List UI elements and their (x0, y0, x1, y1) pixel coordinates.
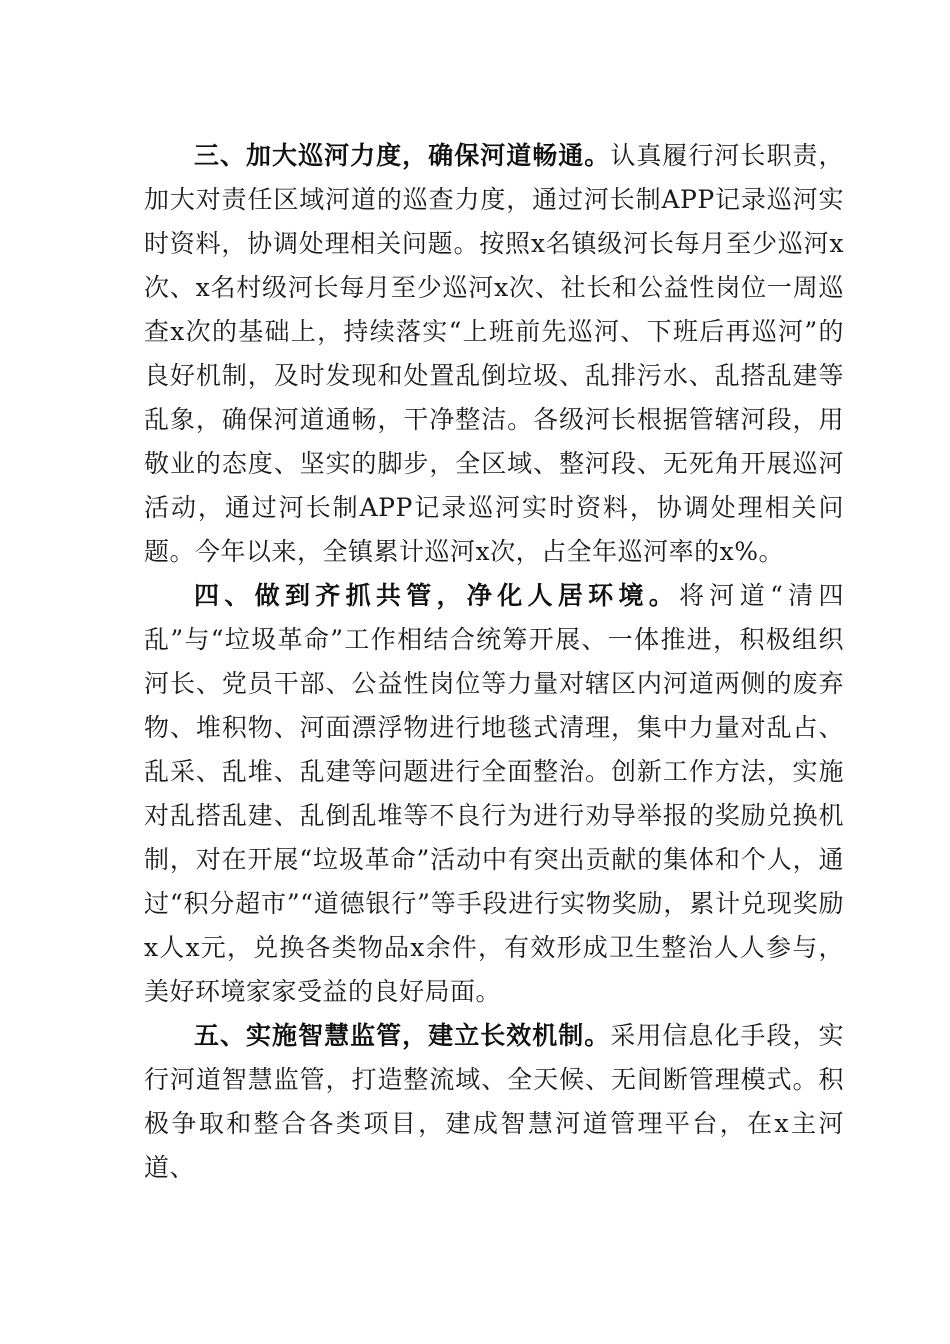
paragraph-heading: 四、做到齐抓共管，净化人居环境。 (194, 581, 680, 610)
paragraph-text: 认真履行河长职责，加大对责任区域河道的巡查力度，通过河长制APP记录巡河实时资料，协调处理相关问题。按照x名镇级河长每月至少巡河x次、x名村级河长每月至少巡河x次、社长和公益性岗位一周巡查x次的基础上，持续落实“上班前先巡河、下班后再巡河”的良好机制，及时发现和处置乱倒垃圾、乱排污水、乱搭乱建等乱象，确保河道通畅，干净整洁。各级河长根据管辖河段，用敬业的态度、坚实的脚步，全区域、整河段、无死角开展巡河活动，通过河长制APP记录巡河实时资料，协调处理相关问题。今年以来，全镇累计巡河x次，占全年巡河率的x%。 (144, 141, 844, 566)
paragraph-text: 将河道“清四乱”与“垃圾革命”工作相结合统筹开展、一体推进，积极组织河长、党员干部、公益性岗位等力量对辖区内河道两侧的废弃物、堆积物、河面漂浮物进行地毯式清理，集中力量对乱占、乱采、乱堆、乱建等问题进行全面整治。创新工作方法，实施对乱搭乱建、乱倒乱堆等不良行为进行劝导举报的奖励兑换机制，对在开展“垃圾革命”活动中有突出贡献的集体和个人，通过“积分超市”“道德银行”等手段进行实物奖励，累计兑现奖励x人x元，兑换各类物品x余件，有效形成卫生整治人人参与，美好环境家家受益的良好局面。 (144, 581, 844, 1006)
paragraph-environment (144, 574, 844, 1014)
paragraph-patrol (144, 134, 844, 574)
paragraph-smart-supervision (144, 1014, 844, 1190)
paragraph-heading: 三、加大巡河力度，确保河道畅通。 (194, 141, 611, 170)
paragraph-text: 采用信息化手段，实行河道智慧监管，打造整流域、全天候、无间断管理模式。积极争取和整合各类项目，建成智慧河道管理平台，在x主河道、 (144, 1021, 844, 1182)
paragraph-heading: 五、实施智慧监管，建立长效机制。 (194, 1021, 611, 1050)
document-body (144, 134, 844, 1190)
